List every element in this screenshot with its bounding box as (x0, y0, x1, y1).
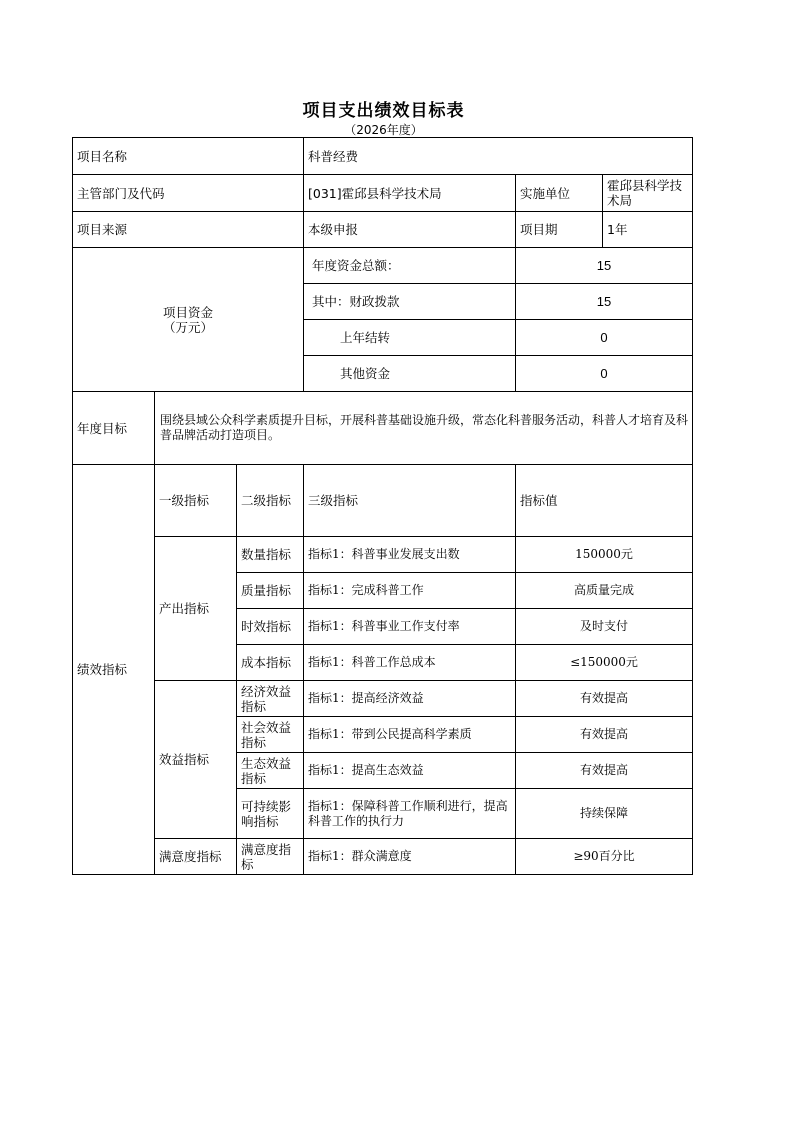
indicator-value: 有效提高 (516, 717, 693, 753)
page-title: 项目支出绩效目标表 (302, 101, 465, 121)
level1-satisfaction: 满意度指标 (155, 839, 237, 875)
level3-cell: 指标1：保障科普工作顺利进行，提高科普工作的执行力 (304, 789, 516, 839)
row-annual-goal (73, 392, 693, 465)
level2-cell: 经济效益指标 (237, 681, 304, 717)
project-period-value: 1年 (603, 212, 693, 248)
level3-cell: 指标1：提高经济效益 (304, 681, 516, 717)
level2-cell: 生态效益指标 (237, 753, 304, 789)
level3-cell: 指标1：科普事业发展支出数 (304, 537, 516, 573)
level3-cell: 指标1：带到公民提高科学素质 (304, 717, 516, 753)
department-label: 主管部门及代码 (73, 175, 304, 212)
annual-goal-text: 围绕县域公众科学素质提升目标，开展科普基础设施升级，常态化科普服务活动，科普人才培育及科普品牌活动打造项目。 (155, 392, 693, 465)
funds-unit: （万元） (162, 319, 213, 335)
project-name-label: 项目名称 (73, 138, 304, 175)
implementing-unit-value: 霍邱县科学技术局 (603, 175, 693, 212)
header-value: 指标值 (516, 465, 693, 537)
funds-row-value: 0 (516, 356, 693, 392)
funds-row-label: 年度资金总额： (304, 248, 516, 284)
indicator-value: 有效提高 (516, 753, 693, 789)
level3-cell: 指标1：群众满意度 (304, 839, 516, 875)
level3-cell: 指标1：科普事业工作支付率 (304, 609, 516, 645)
level3-cell: 指标1：提高生态效益 (304, 753, 516, 789)
funds-row-value: 15 (516, 284, 693, 320)
level2-cell: 成本指标 (237, 645, 304, 681)
level1-output: 产出指标 (155, 537, 237, 681)
level3-cell: 指标1：科普工作总成本 (304, 645, 516, 681)
funds-row-label: 其他资金 (304, 356, 516, 392)
header-level2: 二级指标 (237, 465, 304, 537)
funds-label: 项目资金 (162, 304, 213, 320)
header-level1: 一级指标 (155, 465, 237, 537)
row-department (73, 175, 693, 212)
indicator-row (73, 839, 693, 875)
level2-cell: 满意度指标 (237, 839, 304, 875)
indicator-value: 持续保障 (516, 789, 693, 839)
funds-row-label: 上年结转 (304, 320, 516, 356)
indicator-header-row (73, 465, 693, 537)
project-period-label: 项目期 (516, 212, 603, 248)
header-level3: 三级指标 (304, 465, 516, 537)
funds-label-cell (73, 248, 304, 392)
level2-cell: 社会效益指标 (237, 717, 304, 753)
funds-row-value: 15 (516, 248, 693, 284)
indicator-row (73, 681, 693, 717)
project-source-value: 本级申报 (304, 212, 516, 248)
indicator-value: ≤150000元 (516, 645, 693, 681)
indicator-row (73, 537, 693, 573)
indicator-value: ≥90百分比 (516, 839, 693, 875)
level1-benefit: 效益指标 (155, 681, 237, 839)
funds-row-value: 0 (516, 320, 693, 356)
level2-cell: 可持续影响指标 (237, 789, 304, 839)
row-project-name (73, 138, 693, 175)
row-source (73, 212, 693, 248)
level2-cell: 时效指标 (237, 609, 304, 645)
indicator-value: 及时支付 (516, 609, 693, 645)
level3-cell: 指标1：完成科普工作 (304, 573, 516, 609)
level2-cell: 质量指标 (237, 573, 304, 609)
funds-row (73, 248, 693, 284)
fiscal-year: （2026年度） (344, 123, 423, 137)
indicator-value: 高质量完成 (516, 573, 693, 609)
project-name-value: 科普经费 (304, 138, 693, 175)
performance-target-table (72, 137, 693, 875)
indicators-label: 绩效指标 (73, 465, 155, 875)
implementing-unit-label: 实施单位 (516, 175, 603, 212)
level2-cell: 数量指标 (237, 537, 304, 573)
funds-row-label: 其中：财政拨款 (304, 284, 516, 320)
indicator-value: 150000元 (516, 537, 693, 573)
indicator-value: 有效提高 (516, 681, 693, 717)
department-value: [031]霍邱县科学技术局 (304, 175, 516, 212)
project-source-label: 项目来源 (73, 212, 304, 248)
annual-goal-label: 年度目标 (73, 392, 155, 465)
